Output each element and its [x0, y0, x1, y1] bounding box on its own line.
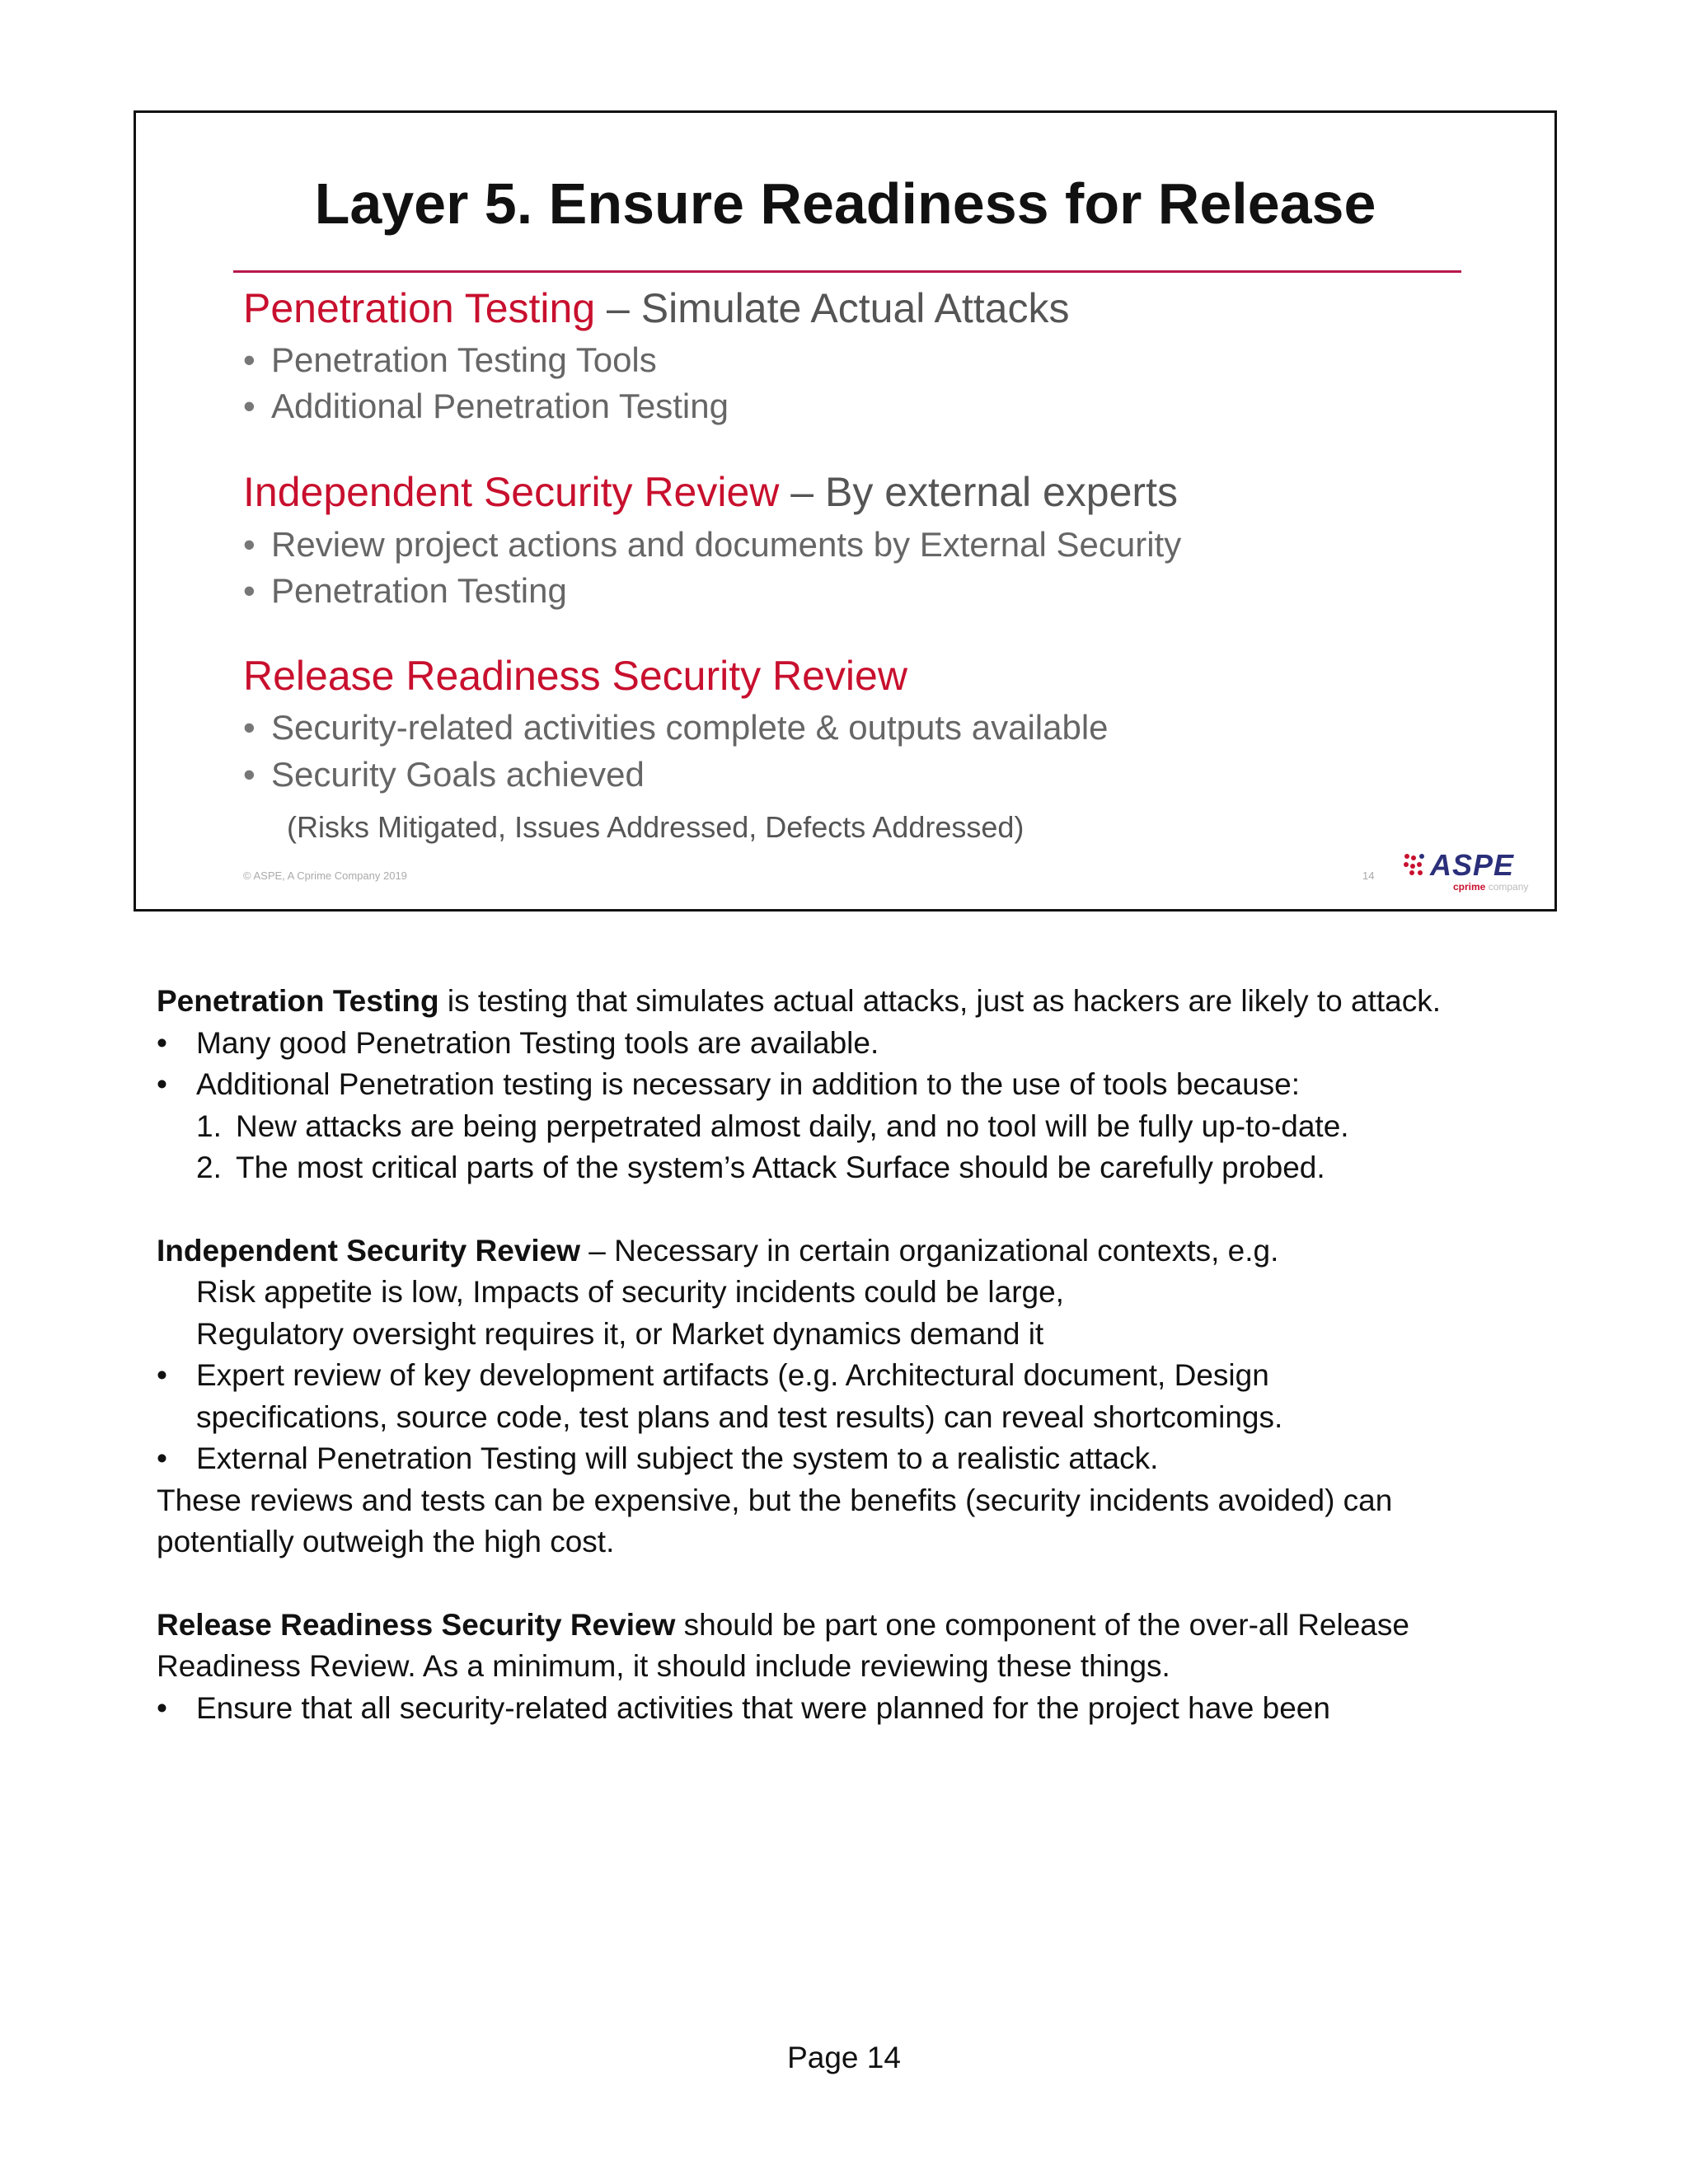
- slide-bullet: [243, 571, 567, 611]
- bullet-glyph: •: [243, 525, 256, 564]
- slide-bullet: [243, 708, 1109, 748]
- slide-bullet-text: Review project actions and documents by External Security: [271, 525, 1182, 564]
- slide-bullet-text: Penetration Testing: [271, 571, 567, 610]
- page-number: Page 14: [787, 2041, 901, 2074]
- notes-indented-line: Regulatory oversight requires it, or Market dynamics demand it: [196, 1316, 1044, 1351]
- slide-section-heading: [243, 284, 1069, 332]
- notes-bullet: • Many good Penetration Testing tools are available.: [157, 1023, 1558, 1065]
- notes-numbered-item: 2. The most critical parts of the system’s Attack Surface should be carefully probed.: [196, 1151, 1325, 1184]
- slide-bullet-text: Security-related activities complete & outputs available: [271, 708, 1109, 747]
- notes-paragraph: These reviews and tests can be expensive, but the benefits (security incidents avoided) can potentially outweigh the high cost.: [157, 1483, 1393, 1558]
- aspe-logo-text: ASPE: [1430, 848, 1515, 882]
- notes-numbered-item: 1. New attacks are being perpetrated almost daily, and no tool will be fully up-to-date.: [196, 1108, 1349, 1143]
- bullet-glyph: •: [243, 340, 256, 379]
- notes-paragraph: Release Readiness Security Review should be part one component of the over-all Release Readiness Review. As a minimum, it should include reviewing these things.: [157, 1607, 1409, 1683]
- slide-bullet-text: Security Goals achieved: [271, 755, 645, 794]
- slide-bullet: [243, 755, 645, 794]
- bullet-glyph: •: [243, 755, 256, 794]
- slide-bullet-text: Additional Penetration Testing: [271, 387, 729, 425]
- aspe-logo-icon: [1402, 851, 1430, 876]
- section-heading-red: Independent Security Review: [243, 469, 780, 515]
- slide-bullet-text: Penetration Testing Tools: [271, 340, 657, 379]
- notes-term: Independent Security Review: [157, 1233, 581, 1268]
- section-heading-red: Penetration Testing: [243, 285, 596, 331]
- section-heading-subtitle: – By external experts: [779, 469, 1178, 515]
- slide-note: (Risks Mitigated, Issues Addressed, Defects Addressed): [287, 810, 1025, 844]
- notes-bullet: • Ensure that all security-related activities that were planned for the project have been: [157, 1688, 1558, 1730]
- slide-bullet: [243, 387, 729, 426]
- slide-image: [134, 110, 1557, 912]
- notes-paragraph: Independent Security Review – Necessary in certain organizational contexts, e.g.: [157, 1233, 1279, 1268]
- slide-bullet: [243, 340, 657, 380]
- slide-number: 14: [1362, 869, 1375, 882]
- slide-title: Layer 5. Ensure Readiness for Release: [314, 171, 1376, 236]
- slide-title-divider: [233, 270, 1461, 273]
- notes-bullet: • Additional Penetration testing is necessary in addition to the use of tools because:: [157, 1064, 1558, 1106]
- notes-body: [157, 981, 1558, 1729]
- section-heading-subtitle: – Simulate Actual Attacks: [595, 285, 1070, 331]
- cprime-logo-text: cprime company: [1453, 881, 1529, 893]
- section-heading-red: Release Readiness Security Review: [243, 653, 907, 699]
- slide-bullet: [243, 525, 1181, 565]
- notes-term: Release Readiness Security Review: [157, 1607, 676, 1642]
- notes-bullet: • External Penetration Testing will subject the system to a realistic attack.: [157, 1438, 1558, 1480]
- bullet-glyph: •: [243, 571, 256, 610]
- bullet-glyph: •: [243, 387, 256, 425]
- slide-section-heading: [243, 652, 907, 700]
- slide-copyright: © ASPE, A Cprime Company 2019: [243, 869, 407, 882]
- slide-section-heading: [243, 468, 1178, 516]
- notes-paragraph: Penetration Testing is testing that simulates actual attacks, just as hackers are likely to attack.: [157, 984, 1442, 1018]
- aspe-logo: [1402, 848, 1529, 898]
- notes-bullet: • Expert review of key development artifacts (e.g. Architectural document, Design specifications, source code, test plans and test results) can reveal shortcomings.: [157, 1355, 1558, 1438]
- notes-term: Penetration Testing: [157, 984, 439, 1018]
- bullet-glyph: •: [243, 708, 256, 747]
- notes-indented-line: Risk appetite is low, Impacts of security incidents could be large,: [196, 1275, 1064, 1309]
